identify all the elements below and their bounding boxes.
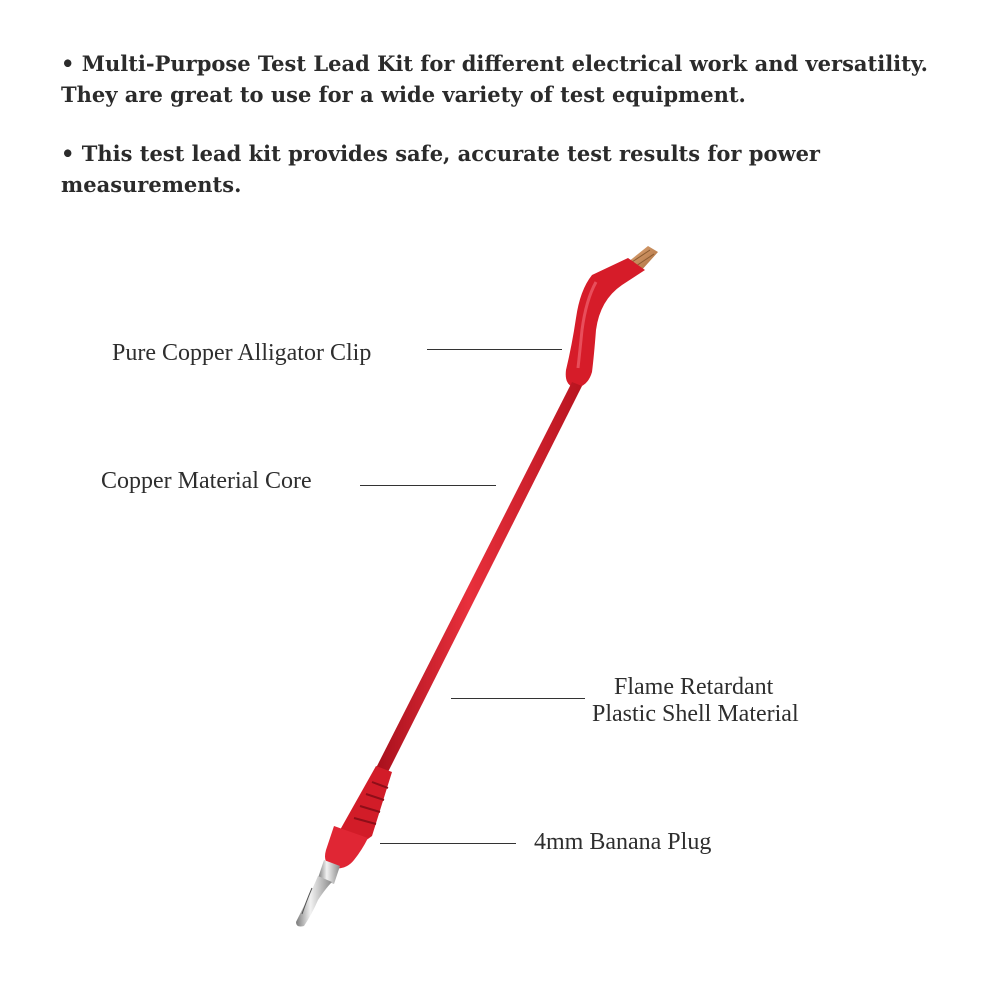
callout-label-shell-line2: Plastic Shell Material bbox=[592, 701, 799, 727]
leader-line-shell bbox=[451, 698, 585, 699]
alligator-clip-boot bbox=[566, 258, 645, 388]
red-wire bbox=[376, 382, 582, 772]
callout-label-shell-line1: Flame Retardant bbox=[614, 674, 774, 700]
leader-line-clip bbox=[427, 349, 562, 350]
bullet-safe-accurate: • This test lead kit provides safe, accurate test results for power measurements. bbox=[61, 141, 820, 197]
leader-line-plug bbox=[380, 843, 516, 844]
banana-plug-pin bbox=[296, 860, 340, 927]
bullet-multi-purpose: • Multi-Purpose Test Lead Kit for different electrical work and versatility. They are great to use for a wide variety of test equipment. bbox=[61, 51, 928, 107]
callout-label-plug: 4mm Banana Plug bbox=[534, 829, 712, 855]
callout-label-core: Copper Material Core bbox=[101, 468, 312, 494]
callout-label-clip: Pure Copper Alligator Clip bbox=[112, 340, 372, 366]
leader-line-core bbox=[360, 485, 496, 486]
